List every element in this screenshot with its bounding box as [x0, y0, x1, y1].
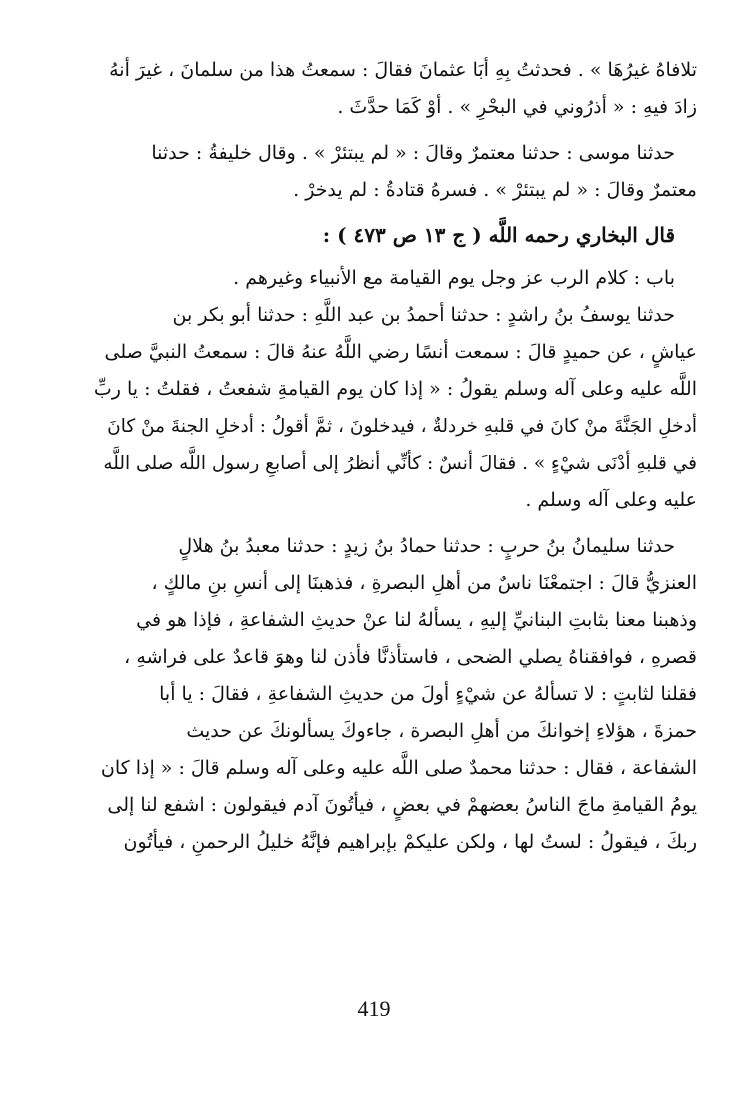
heading-text: قال البخاري رحمه اللَّه ( ج ١٣ ص ٤٧٣ ) : [322, 223, 675, 247]
paragraph-2 [92, 135, 697, 209]
text-line: قصرهِ ، فوافقناهُ يصلي الضحى ، فاستأذنَّا فأذن لنا وهوَ قاعدٌ على فراشهِ ، [124, 646, 697, 668]
text-line: تلافاهُ غيرُهَا » . فحدثتُ بِهِ أبَا عثمانَ فقالَ : سمعتُ هذا من سلمانَ ، غيرَ أنهُ [109, 59, 697, 81]
text-line: حدثنا موسى : حدثنا معتمرٌ وقالَ : « لم يبتئرْ » . وقال خليفةُ : حدثنا [151, 142, 675, 164]
text-line: حمزةَ ، هؤلاءِ إخوانكَ من أهلِ البصرة ، جاءوكَ يسألونكَ عن حديث [186, 720, 697, 742]
text-line: حدثنا سليمانُ بنُ حربٍ : حدثنا حمادُ بنُ زيدٍ : حدثنا معبدُ بنُ هلالٍ [178, 535, 675, 557]
text-line: الشفاعة ، فقال : حدثنا محمدٌ صلى اللَّه عليه وعلى آله وسلم قالَ : « إذا كان [100, 757, 697, 779]
section-heading [92, 217, 697, 254]
text-line: وذهبنا معنا بثابتِ البنانيِّ إليهِ ، يسألهُ لنا عنْ حديثِ الشفاعةِ ، فإذا هو في [136, 609, 697, 631]
text-line: زادَ فيهِ : « أذرُوني في البحْرِ » . أوْ كَمَا حدَّثَ . [337, 96, 697, 118]
page-number: 419 [357, 996, 391, 1021]
chapter-text: باب : كلام الرب عز وجل يوم القيامة مع الأنبياء وغيرهم . [233, 267, 675, 289]
text-line: أدخلِ الجَنَّةَ منْ كانَ في قلبهِ خردلةٌ ، فيدخلونَ ، ثمَّ أقولُ : أدخلِ الجنةَ منْ كانَ [107, 416, 697, 437]
body-text [92, 52, 697, 861]
text-line: اللَّه عليه وعلى آله وسلم يقولُ : « إذا كان يوم القيامةِ شفعتُ ، فقلتُ : يا ربِّ [93, 378, 697, 400]
paragraph-3 [92, 297, 697, 519]
text-line: حدثنا يوسفُ بنُ راشدٍ : حدثنا أحمدُ بن عبد اللَّهِ : حدثنا أبو بكر بن [172, 304, 675, 326]
text-line: فقلنا لثابتٍ : لا تسألهُ عن شيْءٍ أولَ من حديثِ الشفاعةِ ، فقالَ : يا أبا [159, 683, 697, 705]
chapter-title [92, 260, 697, 297]
text-line: عليه وعلى آله وسلم . [525, 489, 697, 511]
text-line: في قلبهِ أدْنَى شيْءٍ » . فقالَ أنسٌ : كأنِّي أنظرُ إلى أصابعِ رسول اللَّه صلى اللَّه [103, 453, 697, 474]
text-line: عياشٍ ، عن حميدٍ قالَ : سمعت أنسًا رضي اللَّهُ عنهُ قالَ : سمعتُ النبيَّ صلى [104, 341, 697, 363]
paragraph-1 [92, 52, 697, 126]
text-line: العنزيُّ قالَ : اجتمعْنَا ناسٌ من أهلِ البصرةِ ، فذهبنَا إلى أنسِ بنِ مالكٍ ، [151, 572, 697, 594]
text-line: ربكَ ، فيقولُ : لستُ لها ، ولكن عليكمْ بإبراهيم فإنَّهُ خليلُ الرحمنِ ، فيأتُون [123, 831, 697, 853]
text-line: يومُ القيامةِ ماجَ الناسُ بعضهمْ في بعضٍ ، فيأتُونَ آدم فيقولون : اشفع لنا إلى [107, 794, 697, 816]
paragraph-4 [92, 528, 697, 861]
text-line: معتمرٌ وقالَ : « لم يبتئرْ » . فسرهُ قتادةُ : لم يدخرْ . [293, 179, 697, 201]
